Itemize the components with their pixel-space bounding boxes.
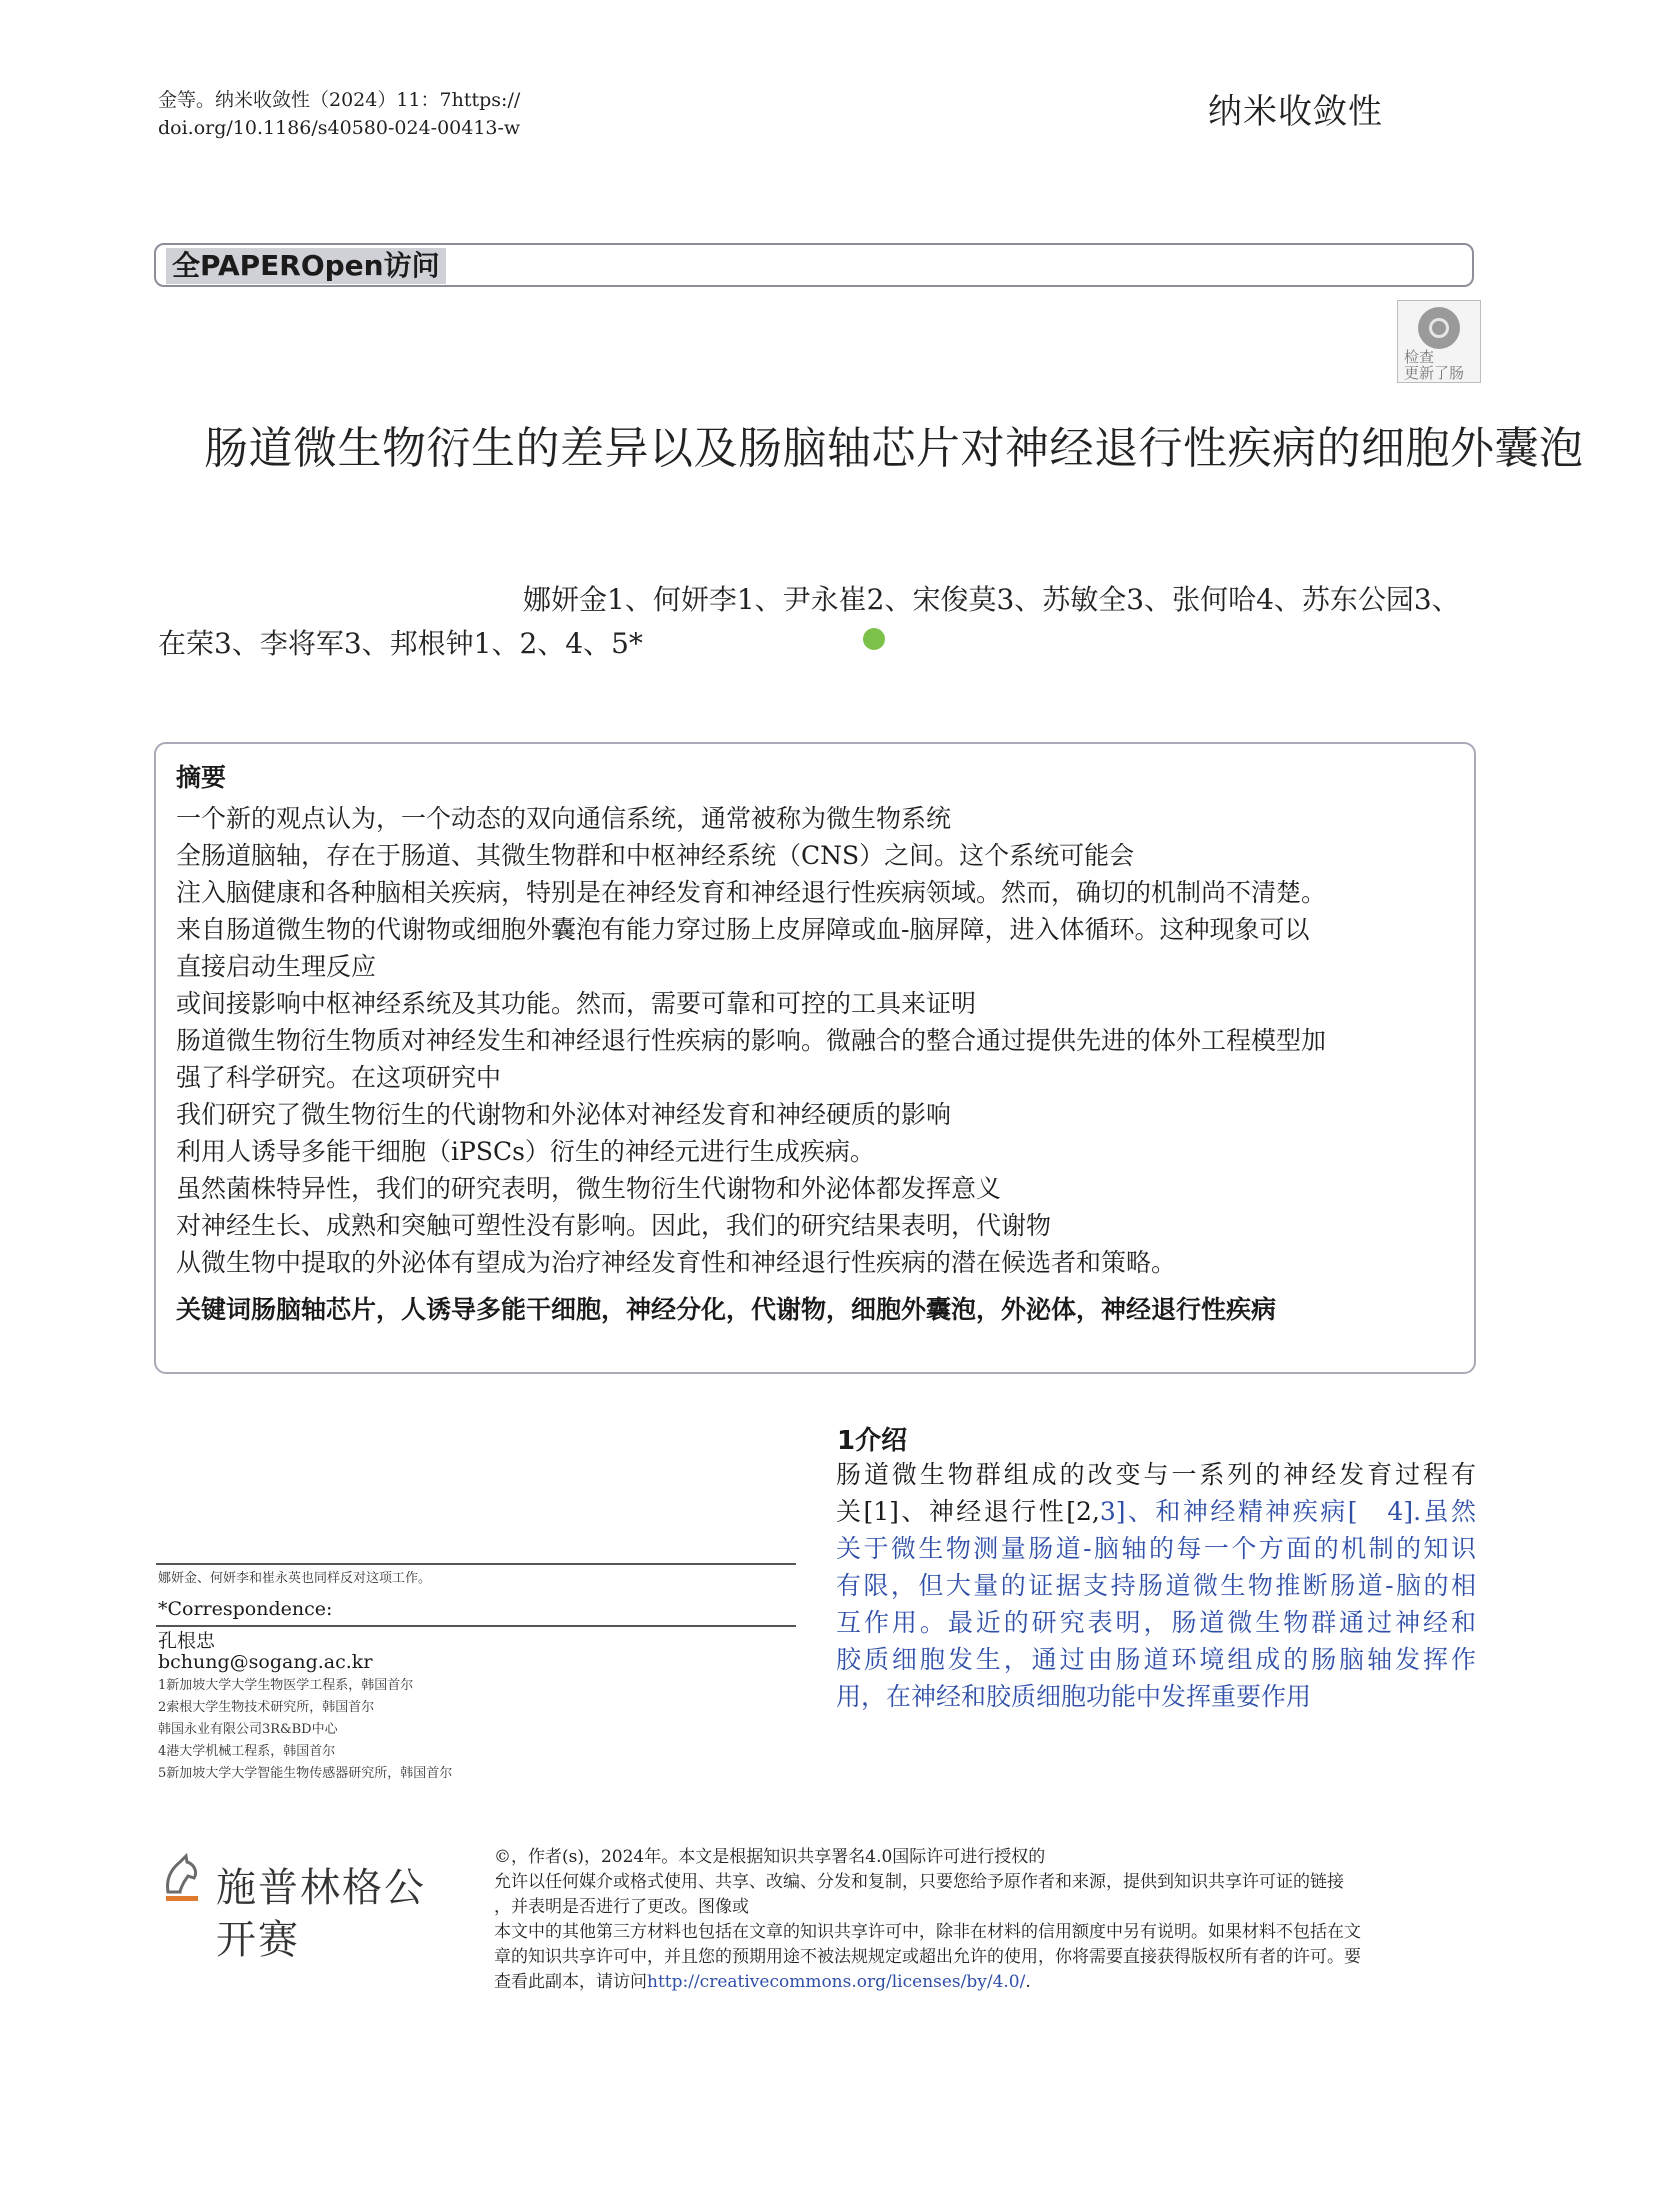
correspondence-name: 孔根忠	[158, 1630, 216, 1652]
license-line: ©，作者(s)，2024年。本文是根据知识共享署名4.0国际许可进行授权的	[494, 1847, 1046, 1867]
abstract-line: 我们研究了微生物衍生的代谢物和外泌体对神经发育和神经硬质的影响	[176, 1100, 952, 1129]
author-list-line-2: 在荣3、李将军3、邦根钟1、2、4、5*	[158, 627, 643, 660]
abstract-line: 直接启动生理反应	[176, 952, 377, 981]
affiliation: 韩国永业有限公司3R&BD中心	[158, 1722, 338, 1737]
intro-line: 互作用。最近的研究表明，肠道微生物群通过神经和	[836, 1608, 1476, 1637]
abstract-line: 从微生物中提取的外泌体有望成为治疗神经发育性和神经退行性疾病的潜在候选者和策略。	[176, 1248, 1177, 1277]
abstract-line: 或间接影响中枢神经系统及其功能。然而，需要可靠和可控的工具来证明	[176, 989, 977, 1018]
intro-text	[836, 1456, 1476, 1715]
license-line: 允许以任何媒介或格式使用、共享、改编、分发和复制，只要您给予原作者和来源，提供到知识共享许可证的链接	[494, 1872, 1344, 1892]
reference-link[interactable]: 3]、和神经精神疾病[ 4].虽然	[1099, 1497, 1476, 1526]
intro-line: 有限，但大量的证据支持肠道微生物推断肠道-脑的相	[836, 1571, 1476, 1600]
footnote-divider	[156, 1625, 796, 1627]
abstract-line: 虽然菌株特异性，我们的研究表明，微生物衍生代谢物和外泌体都发挥意义	[176, 1174, 1002, 1203]
citation	[158, 86, 520, 142]
affiliations	[158, 1675, 452, 1785]
orcid-icon[interactable]	[863, 628, 885, 650]
license-text	[494, 1845, 1474, 1995]
abstract-line: 一个新的观点认为，一个动态的双向通信系统，通常被称为微生物系统	[176, 804, 952, 833]
license-link[interactable]: http://creativecommons.org/licenses/by/4.0/	[647, 1972, 1026, 1992]
intro-line: 用，在神经和胶质细胞功能中发挥重要作用	[836, 1682, 1312, 1711]
abstract-line: 注入脑健康和各种脑相关疾病，特别是在神经发育和神经退行性疾病领域。然而，确切的机制尚不清楚。	[176, 878, 1327, 907]
affiliation: 1新加坡大学大学生物医学工程系，韩国首尔	[158, 1678, 414, 1693]
check-updates-icon	[1418, 307, 1460, 349]
abstract-line: 对神经生长、成熟和突触可塑性没有影响。因此，我们的研究结果表明，代谢物	[176, 1211, 1052, 1240]
license-line: 本文中的其他第三方材料也包括在文章的知识共享许可中，除非在材料的信用额度中另有说明。如果材料不包括在文	[494, 1922, 1361, 1942]
affiliation: 2索根大学生物技术研究所，韩国首尔	[158, 1700, 375, 1715]
journal-name: 纳米收敛性	[1208, 92, 1383, 132]
check-updates-label: 检查 更新了肠	[1404, 348, 1465, 382]
affiliation: 4港大学机械工程系，韩国首尔	[158, 1744, 336, 1759]
abstract-line: 来自肠道微生物的代谢物或细胞外囊泡有能力穿过肠上皮屏障或血-脑屏障，进入体循环。这种现象可以	[176, 915, 1310, 944]
paper-title: 肠道微生物衍生的差异以及肠脑轴芯片对神经退行性疾病的细胞外囊泡	[204, 423, 1584, 474]
equal-contribution-note: 娜妍金、何妍李和崔永英也同样反对这项工作。	[158, 1571, 432, 1586]
open-access-label: 全PAPEROpen访问	[166, 248, 446, 284]
intro-line: 肠道微生物群组成的改变与一系列的神经发育过程有	[836, 1460, 1476, 1489]
abstract-line: 利用人诱导多能干细胞（iPSCs）衍生的神经元进行生成疾病。	[176, 1137, 875, 1166]
publisher-name: 施普林格公开赛	[216, 1865, 426, 1963]
abstract-text	[176, 800, 1456, 1281]
springer-horse-icon	[160, 1852, 204, 1904]
citation-line: 金等。纳米收敛性（2024）11：7https://	[158, 89, 521, 111]
abstract-line: 强了科学研究。在这项研究中	[176, 1063, 502, 1092]
intro-line: 胶质细胞发生，通过由肠道环境组成的肠脑轴发挥作	[836, 1645, 1476, 1674]
intro-line: 关[1]、神经退行性[2,3]、和神经精神疾病[ 4].虽然	[836, 1497, 1476, 1526]
abstract-box	[154, 742, 1476, 1374]
intro-heading: 1介绍	[837, 1426, 908, 1456]
license-line: 章的知识共享许可中，并且您的预期用途不被法规规定或超出允许的使用，你将需要直接获得版权所有者的许可。要	[494, 1947, 1361, 1967]
footnote-divider	[156, 1563, 796, 1565]
check-for-updates-badge[interactable]	[1397, 300, 1481, 383]
abstract-heading: 摘要	[176, 763, 227, 792]
correspondence-email[interactable]: bchung@sogang.ac.kr	[158, 1651, 373, 1673]
correspondence-label: *Correspondence:	[158, 1598, 333, 1620]
abstract-line: 肠道微生物衍生物质对神经发生和神经退行性疾病的影响。微融合的整合通过提供先进的体外工程模型加	[176, 1026, 1327, 1055]
affiliation: 5新加坡大学大学智能生物传感器研究所，韩国首尔	[158, 1766, 453, 1781]
author-list-line-1: 娜妍金1、何妍李1、尹永崔2、宋俊莫3、苏敏全3、张何哈4、苏东公园3、	[523, 583, 1460, 616]
license-line: 查看此副本，请访问http://creativecommons.org/licenses/by/4.0/.	[494, 1972, 1031, 1992]
abstract-line: 全肠道脑轴，存在于肠道、其微生物群和中枢神经系统（CNS）之间。这个系统可能会	[176, 841, 1135, 870]
open-access-banner	[154, 243, 1474, 287]
license-line: ，并表明是否进行了更改。图像或	[494, 1897, 749, 1917]
intro-line: 关于微生物测量肠道-脑轴的每一个方面的机制的知识	[836, 1534, 1476, 1563]
keywords: 关键词肠脑轴芯片，人诱导多能干细胞，神经分化，代谢物，细胞外囊泡，外泌体，神经退行性疾病	[176, 1295, 1277, 1324]
doi-line[interactable]: doi.org/10.1186/s40580-024-00413-w	[158, 117, 521, 139]
